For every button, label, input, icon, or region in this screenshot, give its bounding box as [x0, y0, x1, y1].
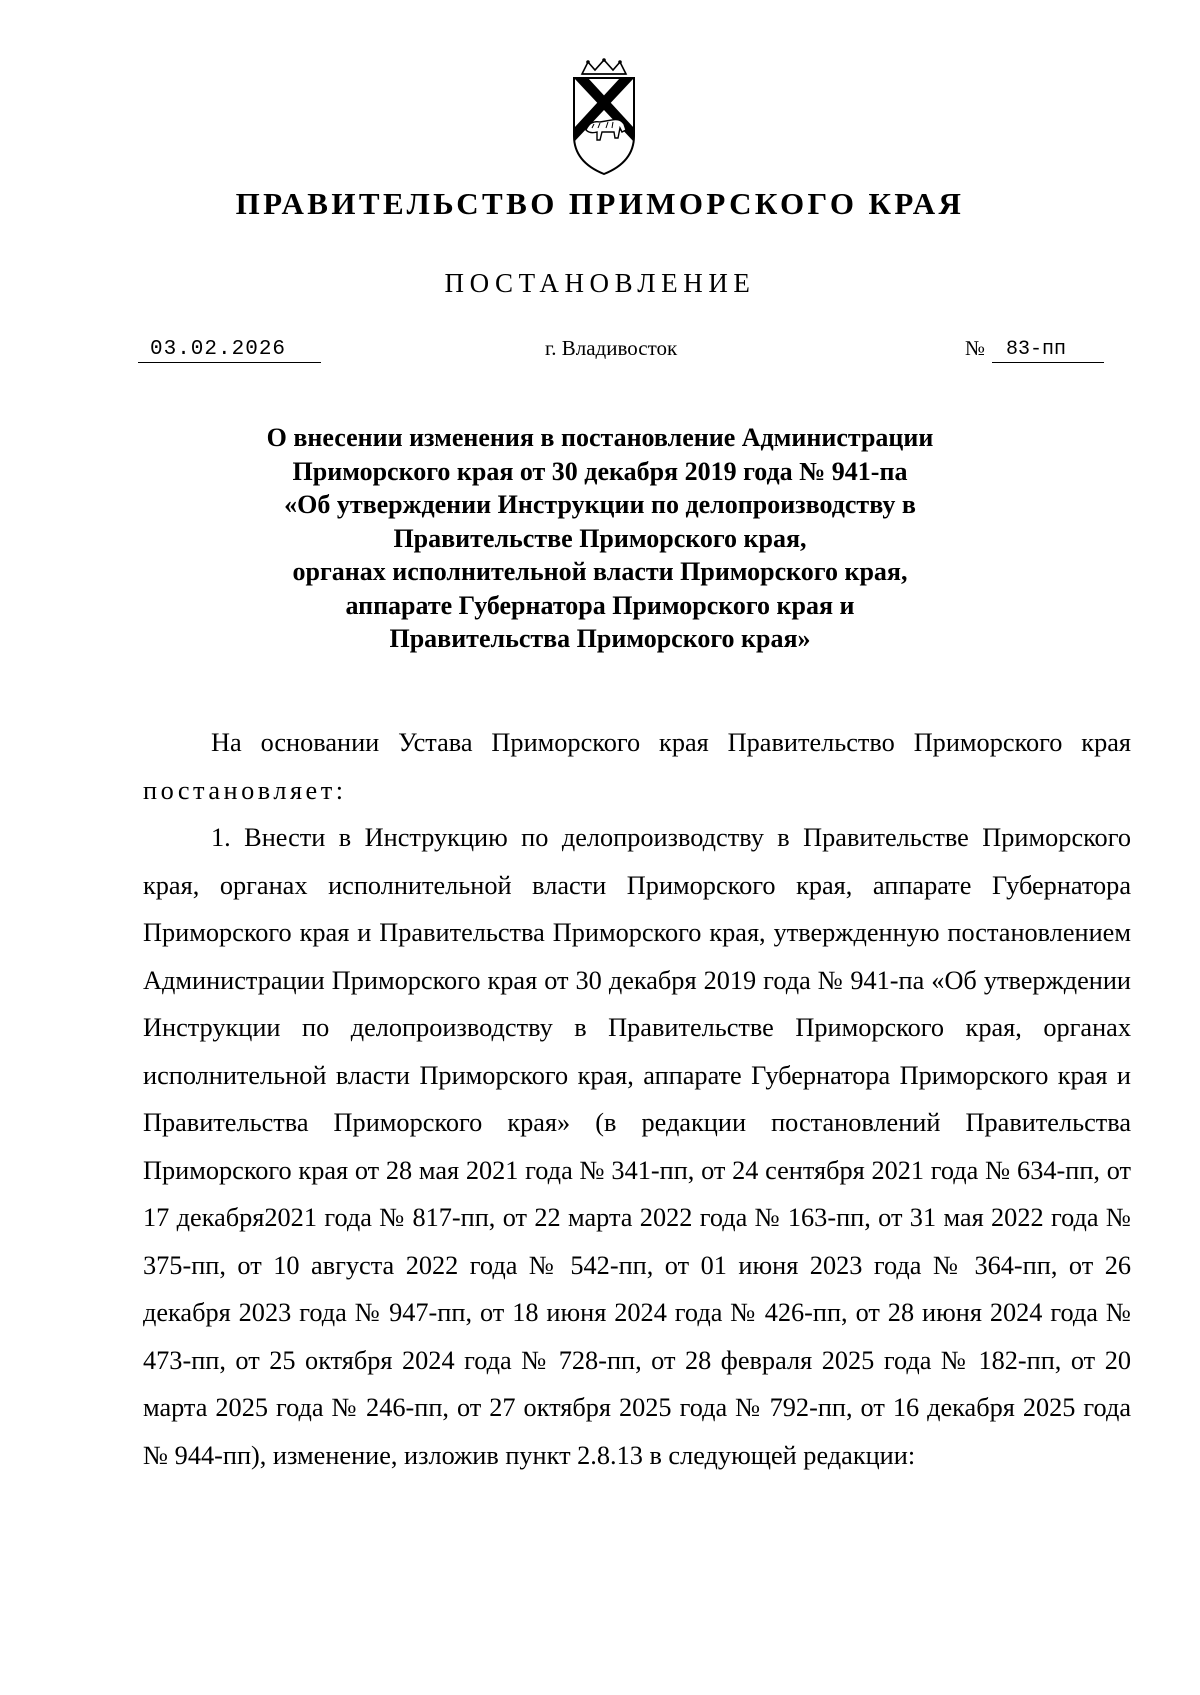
document-city: г. Владивосток: [545, 336, 678, 360]
heading-line: органах исполнительной власти Приморского края,: [292, 557, 908, 586]
preamble-verb: постановляет:: [143, 775, 347, 805]
coat-of-arms-emblem: [568, 58, 640, 178]
heading-line: Приморского края от 30 декабря 2019 года № 941-па: [292, 456, 908, 486]
document-type: ПОСТАНОВЛЕНИЕ: [444, 268, 756, 298]
heading-line: Правительства Приморского края»: [389, 624, 811, 653]
document-date: 03.02.2026: [138, 338, 321, 363]
preamble-paragraph: [143, 719, 1131, 814]
document-number-label: №: [965, 336, 986, 360]
document-body: [143, 719, 1131, 1479]
heading-line: «Об утверждении Инструкции по делопроизводству в: [284, 490, 916, 519]
heading-line: аппарате Губернатора Приморского края и: [345, 590, 855, 620]
government-title: ПРАВИТЕЛЬСТВО ПРИМОРСКОГО КРАЯ: [235, 186, 965, 221]
document-heading: [150, 421, 1050, 656]
document-number: 83-пп: [992, 338, 1104, 363]
preamble-text: На основании Устава Приморского края Правительство Приморского края: [211, 728, 1131, 757]
heading-line: О внесении изменения в постановление Администрации: [266, 423, 934, 452]
item-1-paragraph: 1. Внести в Инструкцию по делопроизводству в Правительстве Приморского края, органах исполнительной власти Приморского края, аппарате Губернатора Приморского края и Правительства Приморского края, утвержденную постановлением Администрации Приморского края от 30 декабря 2019 года № 941-па «Об утверждении Инструкции по делопроизводству в Правительстве Приморского края, органах исполнительной власти Приморского края, аппарате Губернатора Приморского края и Правительства Приморского края» (в редакции постановлений Правительства Приморского края от 28 мая 2021 года № 341-пп, от 24 сентября 2021 года № 634-пп, от 17 декабря2021 года № 817-пп, от 22 марта 2022 года № 163-пп, от 31 мая 2022 года № 375-пп, от 10 августа 2022 года № 542-пп, от 01 июня 2023 года № 364-пп, от 26 декабря 2023 года № 947-пп, от 18 июня 2024 года № 426-пп, от 28 июня 2024 года № 473-пп, от 25 октября 2024 года № 728-пп, от 28 февраля 2025 года № 182-пп, от 20 марта 2025 года № 246-пп, от 27 октября 2025 года № 792-пп, от 16 декабря 2025 года № 944-пп), изменение, изложив пункт 2.8.13 в следующей редакции:: [143, 823, 1131, 1470]
heading-line: Правительстве Приморского края,: [393, 523, 807, 553]
